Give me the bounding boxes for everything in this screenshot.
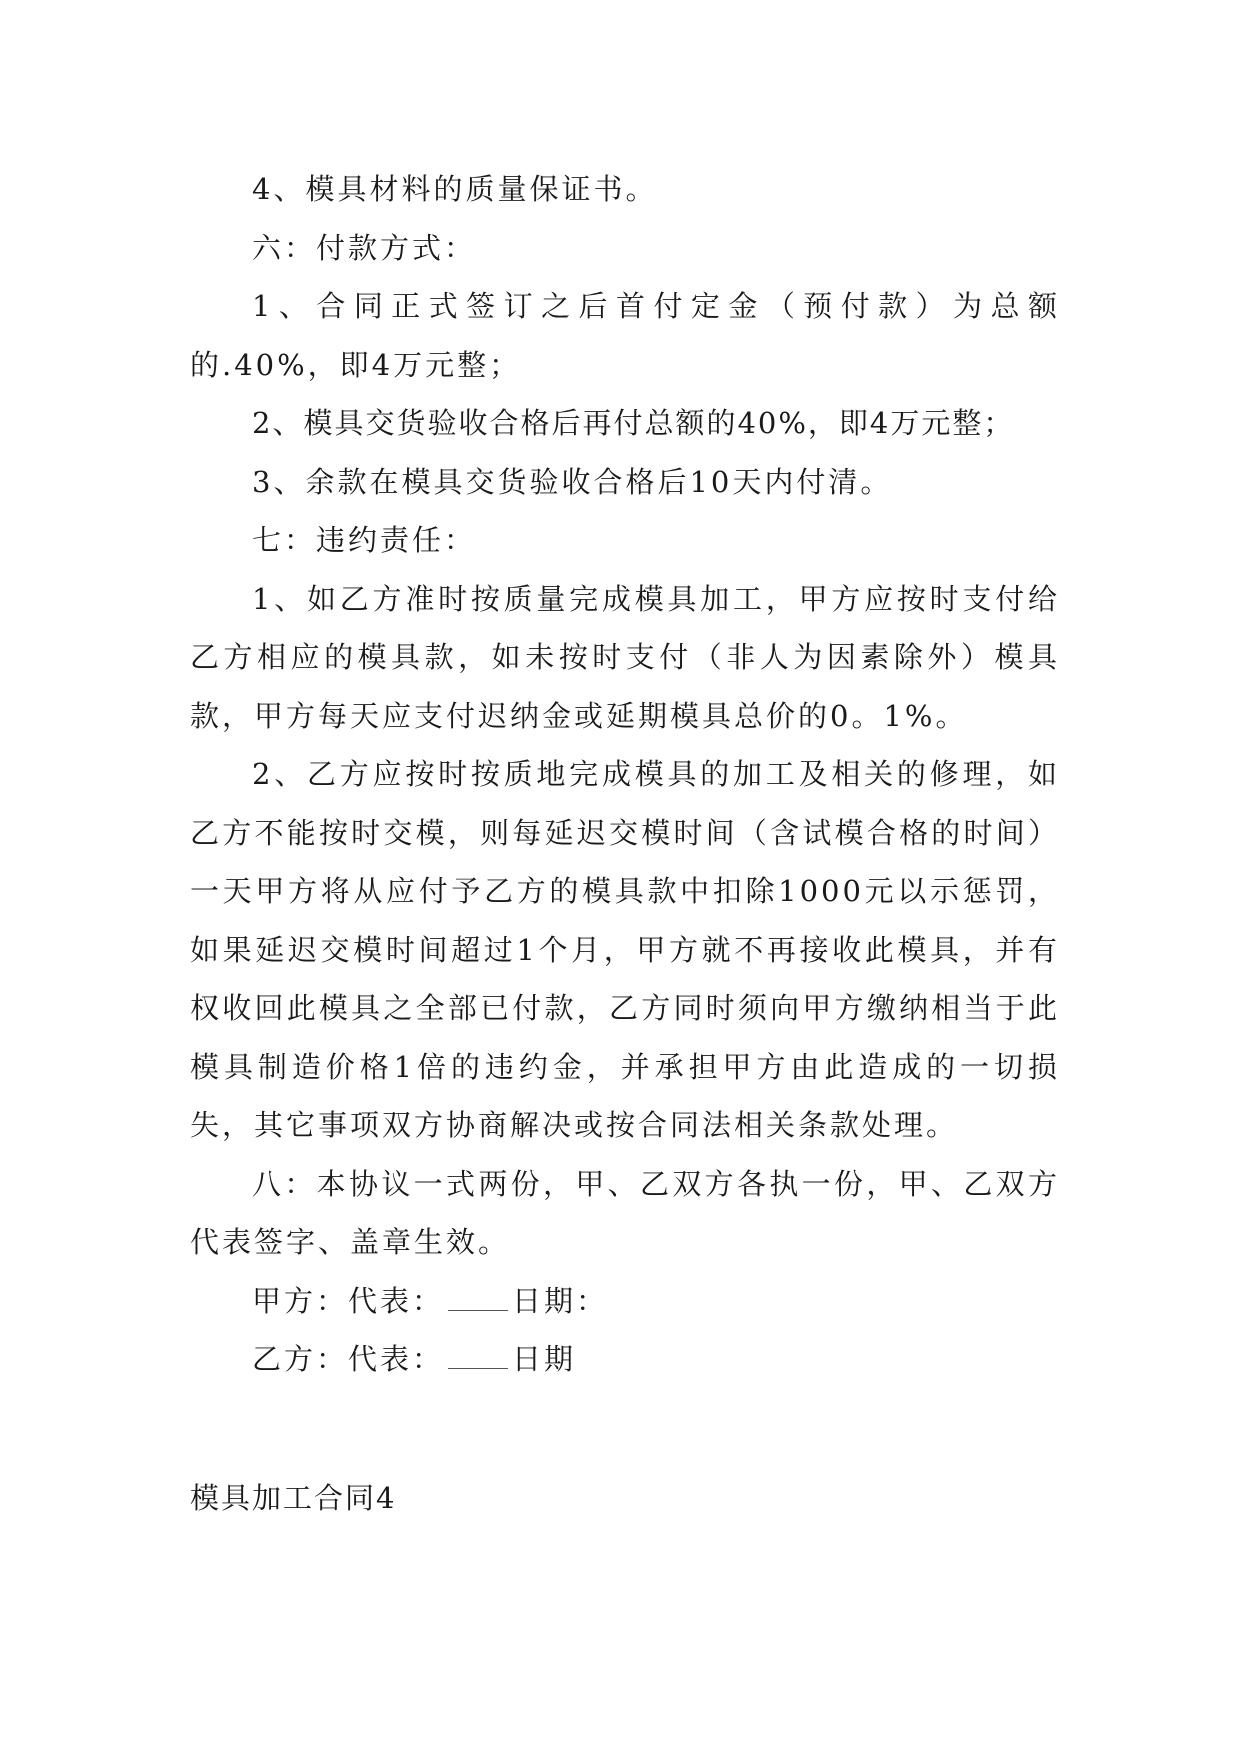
signature-party-a-line[interactable] (448, 1284, 508, 1311)
document-body (190, 160, 1060, 1389)
section-heading-liability: 七：违约责任： (252, 523, 477, 557)
signature-party-a-label: 甲方：代表： (252, 1283, 445, 1318)
payment-clause-1: 1、合同正式签订之后首付定金（预付款）为总额的.40%，即4万元整； (190, 289, 1060, 382)
paragraph-item-4: 4、模具材料的质量保证书。 (252, 172, 658, 206)
liability-clause-2: 2、乙方应按时按质地完成模具的加工及相关的修理，如乙方不能按时交模，则每延迟交模时间（含试模合格的时间）一天甲方将从应付予乙方的模具款中扣除1000元以示惩罚，如果延迟交模时间超过1个月，甲方就不再接收此模具，并有权收回此模具之全部已付款，乙方同时须向甲方缴纳相当于此模具制造价格1倍的违约金，并承担甲方由此造成的一切损失，其它事项双方协商解决或按合同法相关条款处理。 (190, 757, 1060, 1142)
signature-party-a-date-label: 日期： (512, 1283, 609, 1318)
agreement-clause: 八：本协议一式两份，甲、乙双方各执一份，甲、乙双方代表签字、盖章生效。 (190, 1166, 1060, 1259)
signature-party-b-date-label: 日期 (512, 1342, 577, 1376)
signature-party-b (190, 1330, 1060, 1389)
payment-clause-2: 2、模具交货验收合格后再付总额的40%，即4万元整； (252, 406, 1015, 440)
section-heading-payment: 六：付款方式： (252, 230, 477, 265)
payment-clause-3: 3、余款在模具交货验收合格后10天内付清。 (252, 464, 893, 499)
next-contract-title: 模具加工合同4 (190, 1481, 397, 1515)
signature-party-b-line[interactable] (448, 1342, 508, 1369)
liability-clause-1: 1、如乙方准时按质量完成模具加工，甲方应按时支付给乙方相应的模具款，如未按时支付（非人为因素除外）模具款，甲方每天应支付迟纳金或延期模具总价的0。1%。 (190, 581, 1060, 733)
signature-party-b-label: 乙方：代表： (252, 1342, 445, 1376)
signature-party-a (190, 1272, 1060, 1331)
